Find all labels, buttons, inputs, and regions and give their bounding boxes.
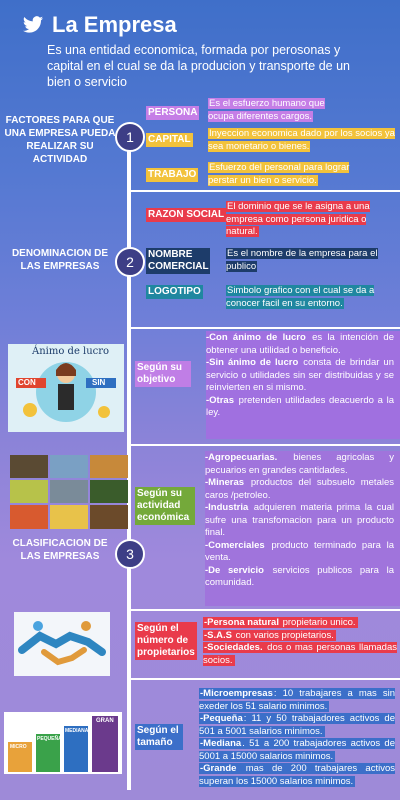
divider bbox=[131, 678, 400, 680]
class-label-actividad: Según su actividad económica bbox=[135, 487, 195, 525]
factor-label-trabajo: TRABAJO bbox=[148, 169, 197, 180]
tamano-list bbox=[199, 688, 395, 788]
section1-number: 1 bbox=[115, 122, 145, 152]
factor-desc-capital: Inyeccion economica dado por los socios ya sea monetario o bienes. bbox=[208, 128, 395, 152]
denom-label-logotipo: LOGOTIPO bbox=[148, 286, 201, 297]
section2-number: 2 bbox=[115, 247, 145, 277]
divider bbox=[131, 609, 400, 611]
lucro-illustration bbox=[8, 344, 124, 432]
list-item: -Con ánimo de lucro es la intención de obtener una utilidad o beneficio. bbox=[206, 332, 394, 356]
lucro-banner-text: Ánimo de lucro bbox=[32, 346, 110, 357]
list-item: -Industria adquieren materia prima la cual sufre una transfomacion para un producto final. bbox=[205, 502, 394, 538]
tamano-label-pequena: PEQUEÑA bbox=[37, 736, 62, 742]
tamano-label-gran: GRAN bbox=[96, 718, 114, 724]
title-text: La Empresa bbox=[52, 12, 177, 37]
divider bbox=[131, 327, 400, 329]
handshake-image bbox=[14, 612, 110, 676]
handshake-icon bbox=[14, 612, 110, 676]
intro-text: Es una entidad economica, formada por perosonas y capital en el cual se da la producion y transporte de un bien o servicio bbox=[47, 43, 350, 89]
factor-desc-persona: Es el esfuerzo humano que ocupa diferentes cargos. bbox=[208, 98, 325, 122]
denom-desc-logotipo: Simbolo grafico con el cual se da a conocer facil en su entorno. bbox=[226, 285, 375, 309]
list-item: -Pequeña: 11 y 50 trabajadores activos de 501 a 5001 salarios minimos. bbox=[199, 713, 395, 737]
class-label-objetivo: Según su objetivo bbox=[135, 361, 191, 387]
denom-desc-razon-social: El dominio que se le asigna a una empresa como persona juridica o natural. bbox=[226, 201, 370, 237]
list-item: -S.A.S con varios propietarios. bbox=[204, 629, 334, 641]
lucro-sin-text: SIN bbox=[92, 378, 106, 387]
divider bbox=[131, 444, 400, 446]
list-item: -Mediana. 51 a 200 trabajadores activos de 5001 a 15000 salarios minimos. bbox=[199, 738, 395, 762]
actividad-list bbox=[205, 452, 394, 590]
factor-label-capital: CAPITAL bbox=[148, 134, 191, 145]
list-item: -Grande mas de 200 trabajares activos superan los 15000 salarios minimos. bbox=[199, 763, 395, 787]
list-item: -Comerciales producto terminado para la venta. bbox=[205, 539, 394, 563]
page-title bbox=[22, 12, 177, 38]
class-label-propietarios: Según el número de propietarios bbox=[135, 622, 197, 660]
section2-heading: DENOMINACION DE LAS EMPRESAS bbox=[11, 248, 109, 272]
factor-label-persona: PERSONA bbox=[148, 107, 198, 118]
twitter-bird-icon bbox=[22, 14, 44, 36]
actividad-image-grid bbox=[10, 455, 128, 529]
list-item: -Persona natural propietario unico. bbox=[204, 617, 356, 628]
list-item: -Sociedades. dos o mas personas llamadas socios. bbox=[203, 642, 397, 666]
divider bbox=[131, 190, 400, 192]
tamano-image bbox=[4, 712, 122, 774]
section3-heading: CLASIFICACION DE LAS EMPRESAS bbox=[12, 538, 108, 562]
list-item: -Otras pretenden utilidades deacuerdo a la ley. bbox=[206, 394, 394, 418]
list-item: -Mineras productos del subsuelo metales caros /petroleo. bbox=[205, 477, 394, 501]
propietarios-list bbox=[203, 617, 397, 667]
list-item: -Microempresas: 10 trabajares a mas sin exeder los 51 salario minimos. bbox=[199, 688, 395, 712]
list-item: -Agropecuarias. bienes agricolas y pecuarios en grandes cantidades. bbox=[205, 452, 394, 476]
objetivo-list bbox=[206, 332, 394, 420]
tamano-label-mediana: MEDIANA bbox=[65, 728, 89, 734]
denom-label-razon-social: RAZON SOCIAL bbox=[148, 209, 225, 220]
list-item: -De servicio servicios publicos para la comunidad. bbox=[205, 564, 394, 588]
list-item: -Sin ánimo de lucro consta de brindar un servicio o utilidades sin ser distribuidas y se reinvierten en si mismo. bbox=[206, 357, 394, 393]
tamano-label-micro: MICRO bbox=[10, 744, 27, 750]
denom-label-nombre-comercial: NOMBRE COMERCIAL bbox=[148, 249, 209, 272]
actividad-illustration bbox=[10, 455, 128, 529]
section1-heading: FACTORES PARA QUE UNA EMPRESA PUEDA REALIZAR SU ACTIVIDAD bbox=[4, 115, 116, 165]
denom-desc-nombre-comercial: Es el nombre de la empresa para el publico bbox=[226, 248, 378, 272]
lucro-con-text: CON bbox=[18, 378, 36, 387]
factor-desc-trabajo: Esfuerzo del personal para lograr perstar un bien o servicio. bbox=[208, 162, 350, 186]
lucro-image bbox=[8, 344, 124, 432]
class-label-tamano: Según el tamaño bbox=[135, 724, 183, 750]
section3-number: 3 bbox=[115, 539, 145, 569]
